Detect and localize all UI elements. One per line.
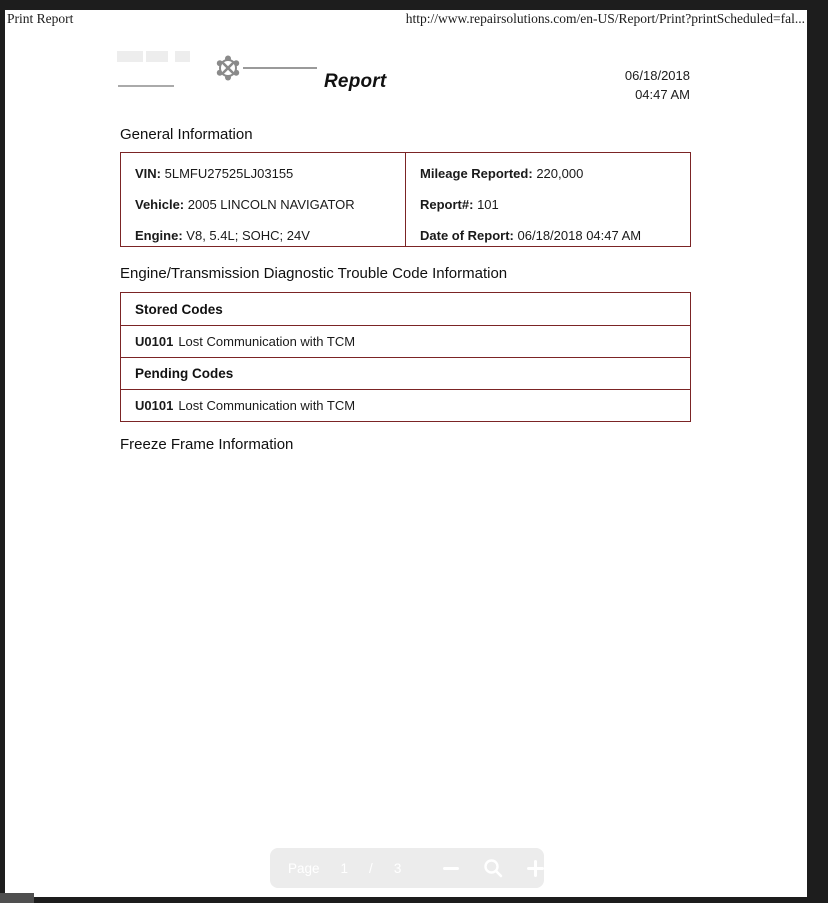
report-number-row: [420, 197, 690, 212]
trouble-code: U0101: [135, 334, 174, 349]
vin-value: 5LMFU27525LJ03155: [164, 166, 294, 181]
general-info-table: [120, 152, 691, 247]
pending-code-row: [121, 389, 690, 421]
dtc-heading: Engine/Transmission Diagnostic Trouble Code Information: [120, 265, 508, 282]
zoom-controls: [421, 848, 562, 888]
trouble-code-description: Lost Communication with TCM: [178, 398, 356, 413]
general-info-left-cell: [121, 153, 405, 246]
logo-underline: [118, 85, 174, 87]
vin-row: [135, 166, 405, 181]
page-separator: /: [369, 860, 373, 876]
engine-row: [135, 228, 405, 243]
vin-label: VIN:: [135, 166, 161, 181]
page-controls: [270, 848, 421, 888]
page-number-input[interactable]: 1: [340, 860, 349, 876]
mileage-row: [420, 166, 690, 181]
report-datetime: [625, 66, 690, 104]
print-preview-page: [5, 10, 807, 897]
logo-remnant: [146, 51, 168, 62]
print-header-url: http://www.repairsolutions.com/en-US/Report/Print?printScheduled=fal...: [405, 11, 805, 26]
stored-code-row: [121, 325, 690, 357]
report-time: 04:47 AM: [635, 87, 690, 102]
logo-remnant: [175, 51, 190, 62]
trouble-code-description: Lost Communication with TCM: [178, 334, 356, 349]
zoom-in-button[interactable]: [527, 860, 544, 877]
report-date: 06/18/2018: [624, 68, 690, 83]
zoom-fit-button[interactable]: [483, 858, 503, 878]
browser-print-header: [5, 11, 807, 27]
mileage-label: Mileage Reported:: [420, 166, 533, 181]
general-info-right-cell: [405, 153, 690, 246]
general-info-heading: General Information: [120, 126, 253, 143]
minus-icon: [443, 867, 459, 870]
freeze-frame-heading: Freeze Frame Information: [120, 436, 294, 453]
date-of-report-row: [420, 228, 690, 243]
report-number-label: Report#:: [420, 197, 474, 212]
logo-horizontal-rule: [243, 67, 317, 69]
pdf-viewer-toolbar: [270, 848, 544, 888]
pending-codes-header-row: [121, 357, 690, 389]
vehicle-row: [135, 197, 405, 212]
page-label: Page: [288, 860, 320, 876]
plus-icon: [527, 860, 544, 877]
page-total: 3: [393, 860, 402, 876]
engine-label: Engine:: [135, 228, 183, 243]
pending-codes-label: Pending Codes: [135, 366, 234, 381]
trouble-code: U0101: [135, 398, 174, 413]
report-title: Report: [324, 71, 387, 92]
stored-codes-header-row: [121, 293, 690, 325]
engine-value: V8, 5.4L; SOHC; 24V: [186, 228, 310, 243]
gear-wrench-icon: [214, 54, 242, 82]
print-header-title: Print Report: [7, 11, 74, 26]
magnifier-icon: [483, 858, 503, 878]
scrollbar-corner: [0, 893, 34, 903]
mileage-value: 220,000: [536, 166, 584, 181]
dtc-table: [120, 292, 691, 422]
stored-codes-label: Stored Codes: [135, 301, 223, 317]
zoom-out-button[interactable]: [443, 867, 459, 870]
logo-remnant: [117, 51, 143, 62]
date-of-report-label: Date of Report:: [420, 228, 514, 243]
vehicle-label: Vehicle:: [135, 197, 185, 212]
vehicle-value: 2005 LINCOLN NAVIGATOR: [187, 197, 355, 212]
report-number-value: 101: [477, 197, 499, 212]
date-of-report-value: 06/18/2018 04:47 AM: [517, 228, 642, 243]
